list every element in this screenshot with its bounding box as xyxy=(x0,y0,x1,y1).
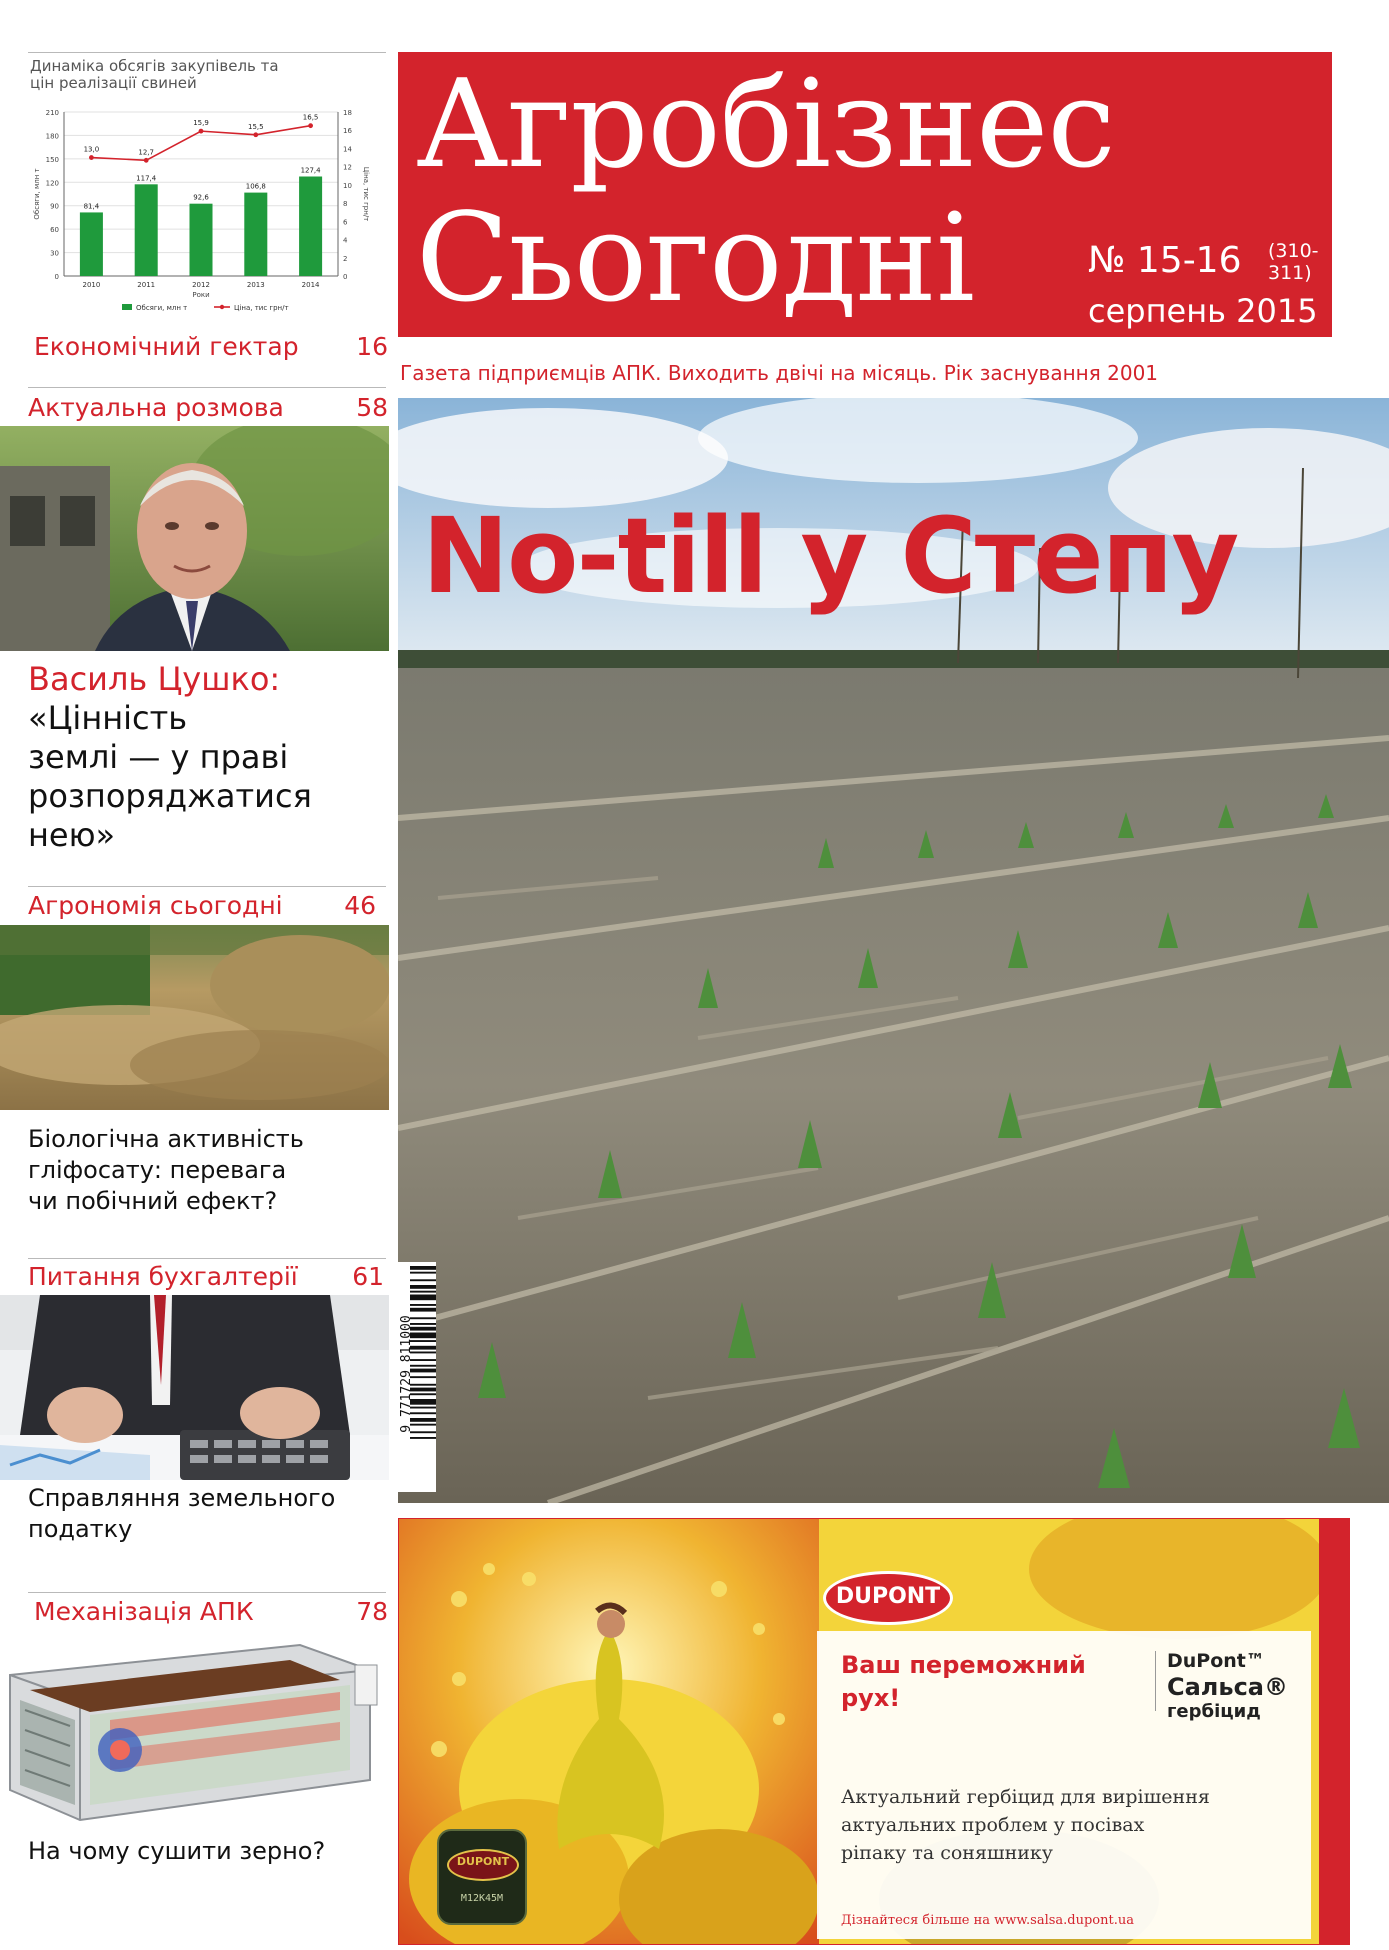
section-agronomiia-sohodni[interactable] xyxy=(28,891,376,921)
accounting-caption-line: податку xyxy=(28,1515,133,1543)
legend-label: Ціна, тис грн/т xyxy=(234,304,289,312)
interview-quote-line: «Цінність xyxy=(28,699,188,737)
ad-divider xyxy=(1155,1651,1156,1711)
ad-headline-line: рух! xyxy=(841,1684,901,1712)
chart-top-rule xyxy=(28,52,386,53)
section-rule xyxy=(28,886,386,887)
herbicide-can-code: M12K45M xyxy=(460,1893,504,1904)
x-tick-label: 2014 xyxy=(301,281,320,289)
price-value-label: 15,9 xyxy=(193,119,209,128)
bar-value-label: 127,4 xyxy=(300,166,321,175)
legend-swatch-point xyxy=(220,305,224,309)
herbicide-can xyxy=(437,1829,527,1925)
agronomy-caption-line: гліфосату: перевага xyxy=(28,1156,287,1184)
section-ekonomichnyi-hektar[interactable] xyxy=(34,332,388,362)
y2-tick-label: 12 xyxy=(343,163,352,172)
y2-tick-label: 2 xyxy=(343,254,348,263)
y-tick-label: 120 xyxy=(45,179,59,188)
price-point xyxy=(253,132,258,137)
ad-body-line: Актуальний гербіцид для вирішення xyxy=(841,1786,1210,1808)
ad-headline xyxy=(841,1649,1086,1715)
x-tick-label: 2012 xyxy=(192,281,210,289)
interview-quote-line: землі — у праві xyxy=(28,738,289,776)
section-page: 61 xyxy=(352,1262,384,1291)
section-page: 46 xyxy=(344,891,376,920)
section-page: 78 xyxy=(356,1597,388,1626)
agronomy-caption-line: чи побічний ефект? xyxy=(28,1187,278,1215)
section-pytannia-bukhhalterii[interactable] xyxy=(28,1262,384,1292)
y-tick-label: 90 xyxy=(50,202,59,211)
y2-tick-label: 4 xyxy=(343,236,348,245)
x-axis-label: Роки xyxy=(192,291,210,299)
section-mekhanizatsiia-apk[interactable] xyxy=(34,1597,388,1627)
pig-chart xyxy=(26,98,386,326)
chart-bar xyxy=(135,184,158,276)
legend-label: Обсяги, млн т xyxy=(136,304,188,312)
bar-value-label: 117,4 xyxy=(136,174,157,183)
dupont-logo-text: DUPONT xyxy=(835,1584,941,1609)
masthead-title-line1: Агробізнес xyxy=(416,53,1115,195)
bar-value-label: 81,4 xyxy=(83,202,100,211)
y-tick-label: 150 xyxy=(45,155,59,164)
issue-number: № 15-16 xyxy=(1088,240,1242,281)
accounting-caption-line: Справляння земельного xyxy=(28,1484,336,1512)
x-tick-label: 2013 xyxy=(246,281,265,289)
issue-date: серпень 2015 xyxy=(1088,292,1318,330)
y2-tick-label: 8 xyxy=(343,200,348,209)
ad-more-info-link[interactable]: Дізнайтеся більше на www.salsa.dupont.ua xyxy=(841,1913,1134,1928)
issue-total: (310-311) xyxy=(1268,240,1319,284)
herbicide-can-label: DUPONT xyxy=(456,1855,510,1868)
section-rule xyxy=(28,387,386,388)
interview-quote-line: нею» xyxy=(28,816,116,854)
ad-body-line: ріпаку та соняшнику xyxy=(841,1842,1053,1864)
accounting-caption xyxy=(28,1483,388,1545)
price-value-label: 15,5 xyxy=(248,122,264,131)
y2-axis-label: Ціна, тис грн/т xyxy=(362,166,370,222)
section-label: Економічний гектар xyxy=(34,332,299,361)
ad-text-panel xyxy=(817,1631,1311,1939)
ad-product-type: гербіцид xyxy=(1167,1701,1261,1722)
grain-dryer-illustration xyxy=(0,1630,389,1830)
masthead xyxy=(398,52,1332,337)
accounting-photo xyxy=(0,1295,389,1480)
price-point xyxy=(144,158,149,163)
interview-quote xyxy=(28,699,312,855)
ad-product-name: Сальса® xyxy=(1167,1673,1288,1701)
price-point xyxy=(199,129,204,134)
section-rule xyxy=(28,1258,386,1259)
y-tick-label: 30 xyxy=(50,249,59,258)
y2-tick-label: 0 xyxy=(343,273,348,281)
section-label: Агрономія сьогодні xyxy=(28,891,283,920)
y2-tick-label: 16 xyxy=(343,127,352,136)
chart-bar xyxy=(299,177,322,276)
section-aktualna-rozmova[interactable] xyxy=(28,393,388,423)
interview-photo xyxy=(0,426,389,651)
chart-title: Динаміка обсягів закупівель та цін реалізації свиней xyxy=(30,57,279,92)
price-value-label: 12,7 xyxy=(138,148,154,157)
mechanization-caption: На чому сушити зерно? xyxy=(28,1837,326,1865)
price-value-label: 16,5 xyxy=(302,113,319,122)
agronomy-caption-line: Біологічна активність xyxy=(28,1125,304,1153)
price-point xyxy=(308,123,313,128)
section-rule xyxy=(28,1592,386,1593)
interview-photo-art xyxy=(0,426,389,651)
interview-name: Василь Цушко: xyxy=(28,660,281,698)
section-page: 16 xyxy=(356,332,388,361)
y-tick-label: 210 xyxy=(45,109,59,117)
x-tick-label: 2011 xyxy=(137,281,156,289)
agronomy-caption xyxy=(28,1124,388,1217)
section-page: 58 xyxy=(356,393,388,422)
section-label: Питання бухгалтерії xyxy=(28,1262,298,1291)
section-label: Актуальна розмова xyxy=(28,393,284,422)
bar-value-label: 106,8 xyxy=(245,182,266,191)
y2-tick-label: 6 xyxy=(343,218,348,227)
x-tick-label: 2010 xyxy=(82,281,101,289)
y2-tick-label: 14 xyxy=(343,145,352,154)
section-label: Механізація АПК xyxy=(34,1597,254,1626)
y-axis-label: Обсяги, млн т xyxy=(33,168,41,220)
cover-headline: No-till у Степу xyxy=(422,495,1238,617)
dupont-logo xyxy=(823,1571,953,1625)
ad-headline-line: Ваш переможний xyxy=(841,1651,1086,1679)
agronomy-photo-art xyxy=(0,925,389,1110)
y-tick-label: 60 xyxy=(50,226,59,235)
agronomy-photo xyxy=(0,925,389,1110)
dupont-ad[interactable] xyxy=(398,1518,1350,1945)
interview-quote-line: розпоряджатися xyxy=(28,777,312,815)
y2-tick-label: 10 xyxy=(343,181,352,190)
bar-value-label: 92,6 xyxy=(193,193,209,202)
barcode-digits: 9 771729 811000 xyxy=(399,1315,414,1433)
chart-bar xyxy=(244,193,267,276)
grain-dryer-illustration-art xyxy=(0,1630,389,1830)
ad-body-line: актуальних проблем у посівах xyxy=(841,1814,1145,1836)
accounting-photo-art xyxy=(0,1295,389,1480)
pig-chart-svg xyxy=(26,98,386,326)
ad-product xyxy=(1167,1649,1288,1723)
legend-swatch-bars xyxy=(122,304,132,310)
y-tick-label: 0 xyxy=(54,273,59,281)
chart-bar xyxy=(189,204,212,276)
ad-product-brand: DuPont™ xyxy=(1167,1650,1265,1672)
y-tick-label: 180 xyxy=(45,132,59,141)
price-value-label: 13,0 xyxy=(83,145,100,154)
chart-bar xyxy=(80,212,103,276)
price-point xyxy=(89,155,94,160)
y2-tick-label: 18 xyxy=(343,109,352,117)
barcode xyxy=(398,1262,436,1492)
masthead-title-line2: Сьогодні xyxy=(416,187,975,329)
ad-body xyxy=(841,1783,1210,1867)
tagline: Газета підприємців АПК. Виходить двічі на місяць. Рік заснування 2001 xyxy=(400,361,1159,385)
